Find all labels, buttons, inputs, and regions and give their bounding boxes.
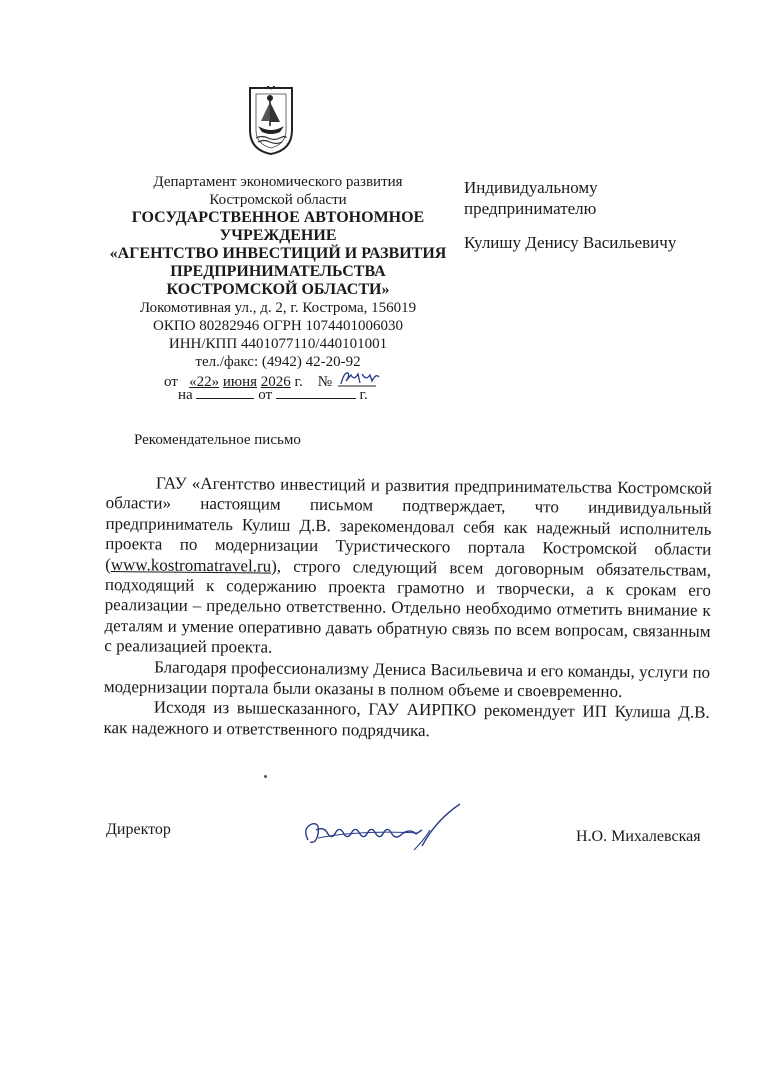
signatory-name: Н.О. Михалевская xyxy=(576,828,701,845)
body-paragraph xyxy=(104,473,712,662)
kostroma-coat-of-arms-icon xyxy=(248,86,294,156)
signatory-role: Директор xyxy=(106,821,171,838)
date-day: «22» xyxy=(189,373,220,390)
sender-inn: ИНН/КПП 4401077110/440101001 xyxy=(168,336,388,352)
year-suffix: г. xyxy=(294,373,303,390)
addressee-line: Индивидуальному xyxy=(464,178,598,197)
reply-date-blank xyxy=(276,386,356,399)
department-line: Департамент экономического развития xyxy=(153,174,403,190)
org-name-line: КОСТРОМСКОЙ ОБЛАСТИ» xyxy=(166,281,390,298)
org-name-line: ГОСУДАРСТВЕННОЕ АВТОНОМНОЕ xyxy=(131,209,425,226)
addressee-line: предпринимателю xyxy=(464,199,597,218)
reply-year-suffix: г. xyxy=(359,387,368,403)
sender-codes: ОКПО 80282946 ОГРН 1074401006030 xyxy=(153,318,403,334)
sender-address: Локомотивная ул., д. 2, г. Кострома, 156019 xyxy=(139,300,417,316)
handwritten-signature xyxy=(298,800,468,865)
document-type: Рекомендательное письмо xyxy=(134,432,301,448)
org-name-line: ПРЕДПРИНИМАТЕЛЬСТВА xyxy=(170,263,386,280)
body-text: ГАУ «Агентство инвестиций и развития предпринимательства Костромской области» настоящим письмом подтверждает, что индивидуальный предприниматель Кулиш Д.В. зарекомендовал себя как надежный исполнитель проекта по модернизации Туристического портала Костромской области ( xyxy=(105,473,712,574)
scan-speck xyxy=(264,775,267,778)
org-name-line: «АГЕНТСТВО ИНВЕСТИЦИЙ И РАЗВИТИЯ xyxy=(109,245,447,262)
department-region-line: Костромской области xyxy=(209,192,347,208)
reply-on-label: на xyxy=(178,387,193,403)
date-month: июня xyxy=(222,373,258,390)
reply-from-label: от xyxy=(258,387,273,403)
incoming-reference xyxy=(178,386,368,404)
letter-body xyxy=(103,473,712,744)
addressee-name: Кулишу Денису Васильевичу xyxy=(464,233,677,252)
org-name-line: УЧРЕЖДЕНИЕ xyxy=(219,227,337,244)
website-link[interactable]: www.kostromatravel.ru xyxy=(110,554,272,576)
body-text: ), строго следующий всем договорным обязательствам, подходящий к содержанию проекта грамотно и творчески, а к срокам его реализации – предельно ответственно. Отдельно необходимо отметить внимание к деталям и умение оперативно давать обратную связь по всем вопросам, связанным с реализацией проекта. xyxy=(104,556,712,657)
number-label: № xyxy=(317,373,333,390)
reply-number-blank xyxy=(196,386,254,399)
from-label: от xyxy=(164,373,178,390)
date-year: 2026 xyxy=(260,373,291,390)
body-paragraph: Исходя из вышесказанного, ГАУ АИРПКО рекомендует ИП Кулиша Д.В. как надежного и ответственного подрядчика. xyxy=(103,697,710,740)
body-paragraph: Благодаря профессионализму Дениса Васильевича и его команды, услуги по модернизации портала были оказаны в полном объеме и своевременно. xyxy=(103,657,711,702)
sender-phone: тел./факс: (4942) 42-20-92 xyxy=(195,354,361,370)
